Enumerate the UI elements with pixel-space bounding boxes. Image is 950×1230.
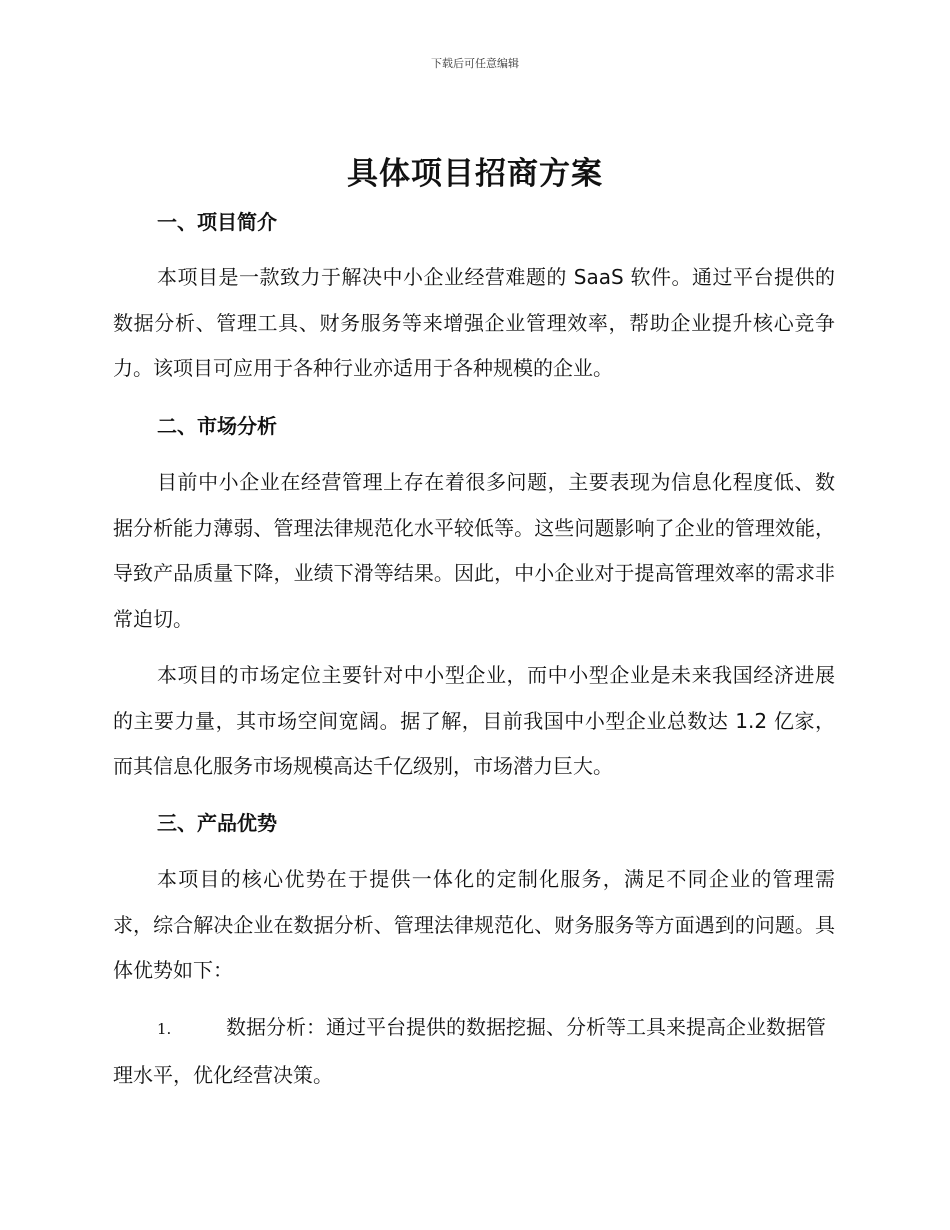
header-note: 下载后可任意编辑 [431,57,519,70]
paragraph-market-1: 目前中小企业在经营管理上存在着很多问题，主要表现为信息化程度低、数据分析能力薄弱、管理法律规范化水平较低等。这些问题影响了企业的管理效能，导致产品质量下降，业绩下滑等结果。因此，中小企业对于提高管理效率的需求非常迫切。 [113,470,835,631]
list-item [113,1005,835,1098]
section-heading-intro: 一、项目简介 [157,210,277,234]
list-item-number: 1. [157,1020,172,1038]
section-heading-advantages: 三、产品优势 [157,811,277,835]
page-title: 具体项目招商方案 [347,156,603,192]
section-heading-market: 二、市场分析 [157,414,277,438]
paragraph-market-2: 本项目的市场定位主要针对中小型企业，而中小型企业是未来我国经济进展的主要力量，其市场空间宽阔。据了解，目前我国中小型企业总数达 1.2 亿家，而其信息化服务市场规模高达千亿级别，市场潜力巨大。 [113,663,835,778]
paragraph-advantages: 本项目的核心优势在于提供一体化的定制化服务，满足不同企业的管理需求，综合解决企业在数据分析、管理法律规范化、财务服务等方面遇到的问题。具体优势如下： [113,867,835,982]
paragraph-intro: 本项目是一款致力于解决中小企业经营难题的 SaaS 软件。通过平台提供的数据分析、管理工具、财务服务等来增强企业管理效率，帮助企业提升核心竞争力。该项目可应用于各种行业亦适用于各种规模的企业。 [113,265,835,380]
list-item-text: 数据分析：通过平台提供的数据挖掘、分析等工具来提高企业数据管理水平，优化经营决策。 [113,1015,826,1087]
